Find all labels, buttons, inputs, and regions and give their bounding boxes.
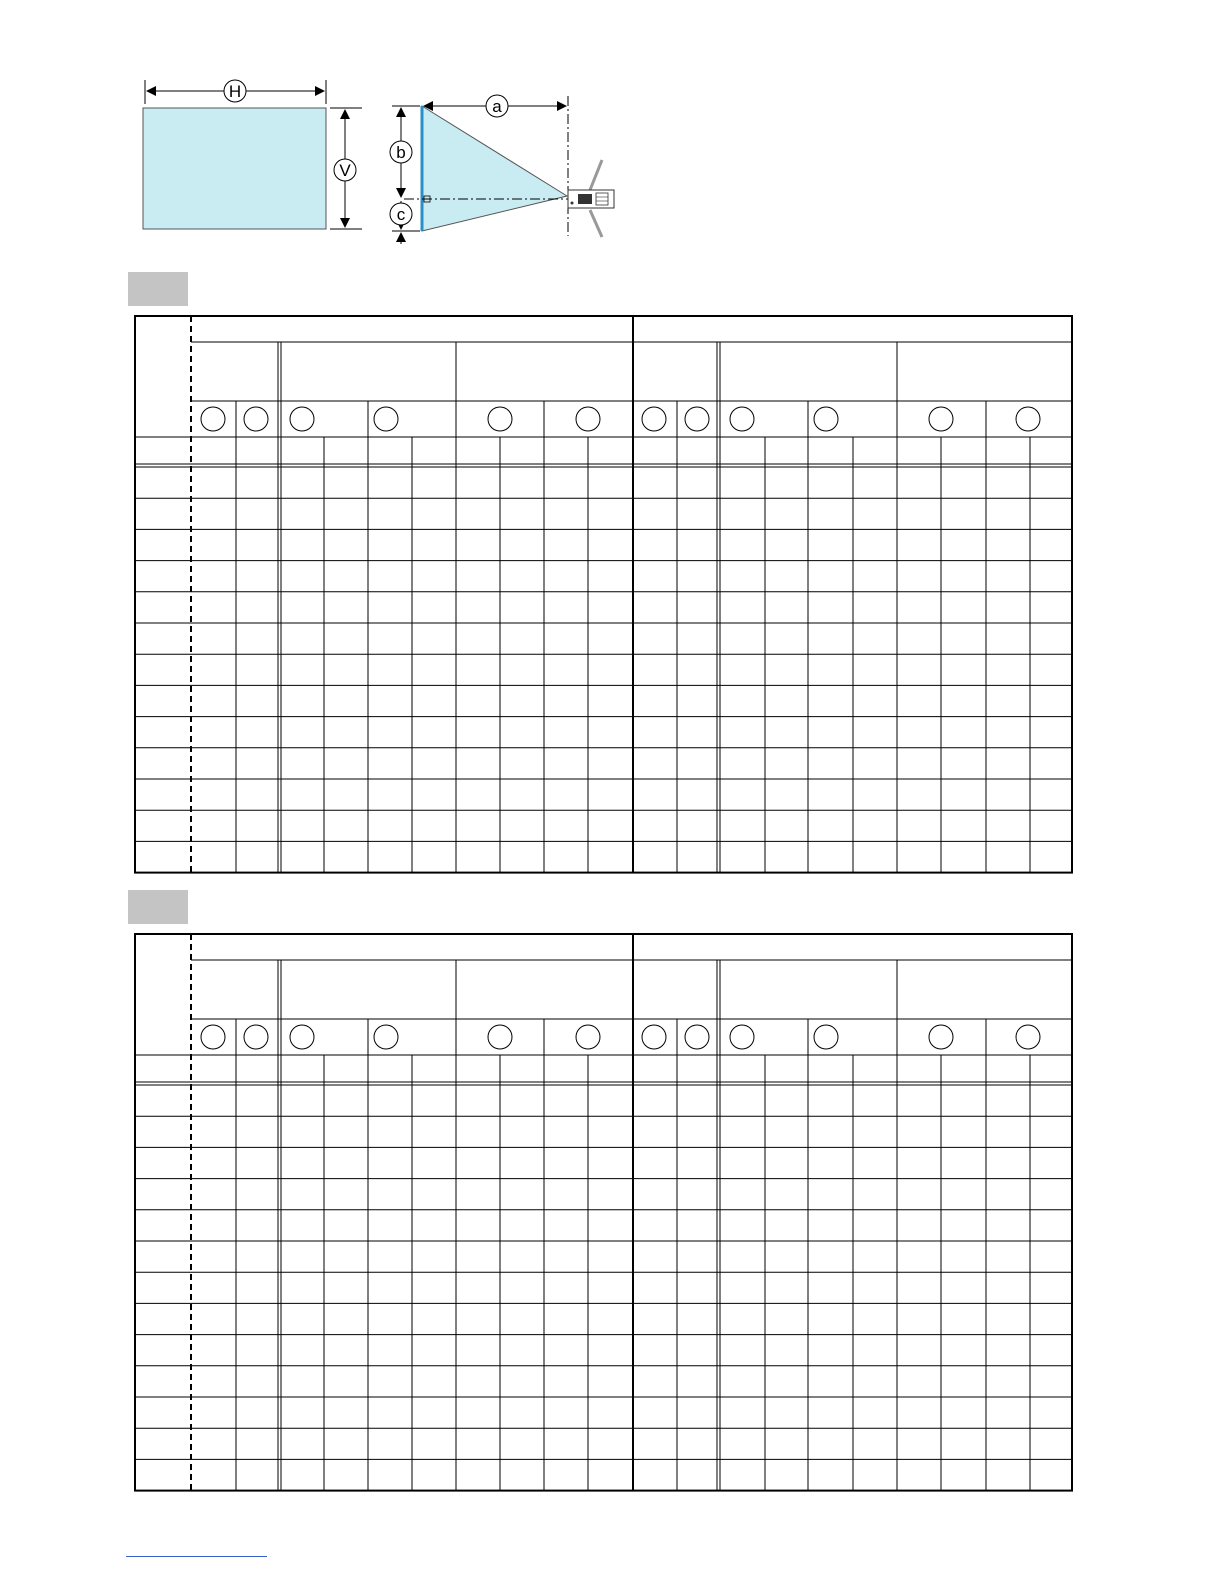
header-circle [642, 1025, 666, 1049]
b-label: b [396, 143, 406, 162]
header-circle [290, 1025, 314, 1049]
v-label: V [339, 161, 351, 180]
h-label: H [228, 82, 242, 101]
header-circle [929, 1025, 953, 1049]
header-circle [730, 1025, 754, 1049]
header-circle [374, 1025, 398, 1049]
c-label: c [396, 205, 406, 224]
footer-link-underline[interactable] [126, 1556, 267, 1557]
header-circle [1016, 1025, 1040, 1049]
header-circle [576, 1025, 600, 1049]
a-label: a [492, 97, 502, 116]
table-border [135, 934, 1072, 1491]
header-circle [244, 1025, 268, 1049]
header-circle [814, 1025, 838, 1049]
header-circle [201, 1025, 225, 1049]
header-circle [488, 1025, 512, 1049]
header-circle [685, 1025, 709, 1049]
